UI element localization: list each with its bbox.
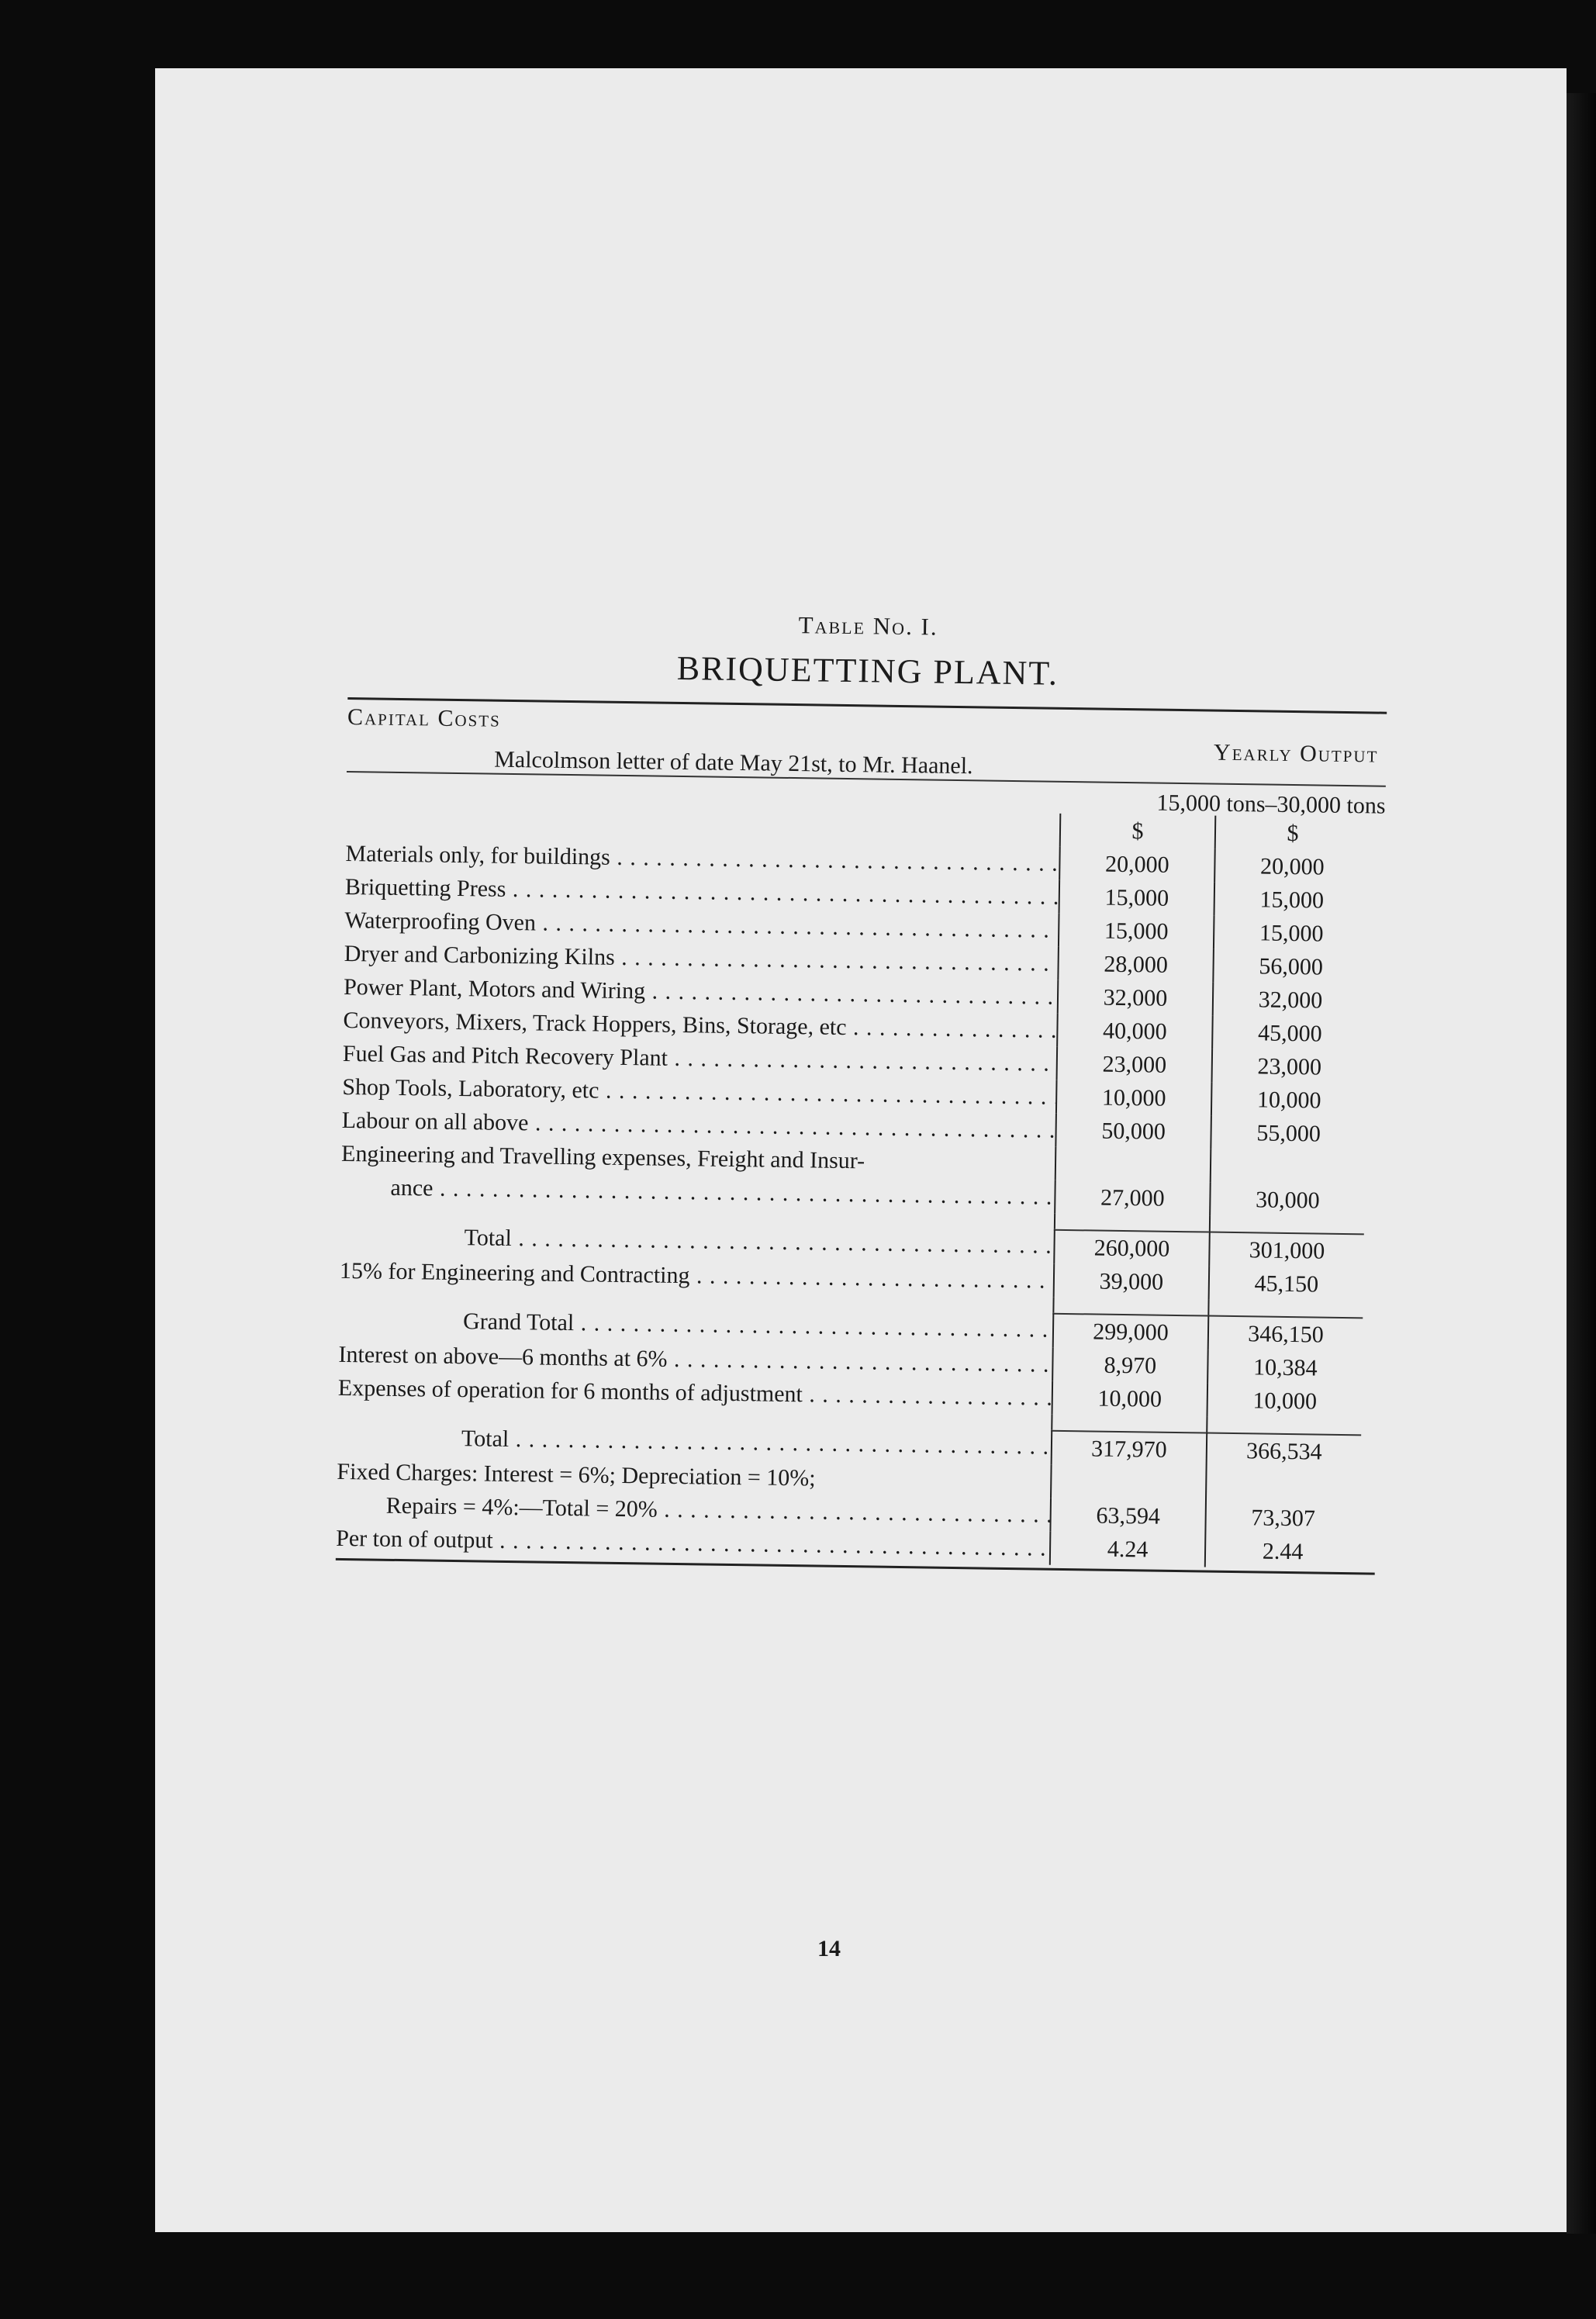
total-30000: 301,000 (1208, 1232, 1364, 1269)
spacer (1052, 1298, 1207, 1315)
row-label: Engineering and Travelling expenses, Freight and Insur- (340, 1140, 865, 1174)
value-30000 (1210, 1149, 1366, 1185)
value-15000 (1055, 1147, 1211, 1183)
grand-total-15000: 299,000 (1052, 1313, 1208, 1350)
row-label: Materials only, for buildings . . . (345, 837, 1059, 880)
currency-a: $ (1059, 814, 1215, 849)
spacer (1209, 1216, 1364, 1234)
fixed-charges-label-continued: Repairs = 4%:—Total = 20% . . . (336, 1488, 1050, 1532)
engineering-30000: 45,150 (1208, 1267, 1364, 1302)
value-30000: 56,000 (1212, 949, 1368, 985)
row-label: Dryer and Carbonizing Kilns . . . (344, 937, 1058, 980)
spacer (1207, 1300, 1363, 1318)
interest-label: Interest on above—6 months at 6% . . . (338, 1338, 1052, 1381)
value-15000: 23,000 (1056, 1047, 1212, 1083)
table-header (347, 700, 1387, 786)
fixed-charges-label: Fixed Charges: Interest = 6%; Depreciation = 10%; (337, 1458, 816, 1491)
spacer (1205, 1467, 1361, 1503)
row-label-continued: ance . . . (340, 1170, 1055, 1214)
value-30000: 10,000 (1211, 1083, 1366, 1118)
value-15000: 15,000 (1058, 914, 1214, 949)
grand-total-label: Grand Total . . . (339, 1303, 1053, 1348)
total-15000: 260,000 (1053, 1229, 1209, 1267)
fixed-charges-15000: 63,594 (1049, 1498, 1205, 1534)
spacer (1050, 1465, 1206, 1501)
interest-15000: 8,970 (1052, 1348, 1207, 1384)
row-label: Waterproofing Oven . . . (344, 904, 1059, 947)
row-label: Briquetting Press . . . (345, 870, 1059, 914)
value-15000: 10,000 (1055, 1080, 1211, 1116)
spacer (1051, 1415, 1206, 1433)
value-30000: 23,000 (1211, 1049, 1367, 1085)
row-label: Power Plant, Motors and Wiring . . . (344, 970, 1058, 1014)
total2-label: Total . . . (337, 1420, 1052, 1465)
value-15000: 27,000 (1054, 1180, 1210, 1216)
per-ton-15000: 4.24 (1049, 1532, 1205, 1567)
value-30000: 15,000 (1213, 916, 1369, 952)
table-title: BRIQUETTING PLANT. (676, 648, 1059, 693)
total2-30000: 366,534 (1206, 1433, 1362, 1470)
value-30000: 20,000 (1214, 849, 1370, 885)
per-ton-label: Per ton of output . . . (336, 1522, 1050, 1565)
table-number: Table No. I. (798, 611, 938, 641)
row-label: Fuel Gas and Pitch Recovery Plant . . . (343, 1037, 1057, 1080)
value-30000: 55,000 (1210, 1116, 1366, 1152)
engineering-label: 15% for Engineering and Contracting . . . (340, 1254, 1054, 1298)
spacer (1206, 1417, 1361, 1435)
row-label: Labour on all above . . . (341, 1104, 1055, 1147)
interest-30000: 10,384 (1207, 1350, 1363, 1386)
value-30000: 30,000 (1209, 1183, 1365, 1218)
spacer (1054, 1214, 1209, 1232)
expenses-15000: 10,000 (1052, 1381, 1207, 1417)
value-15000: 32,000 (1057, 980, 1213, 1016)
row-label: Conveyors, Mixers, Track Hoppers, Bins, Storage, etc . . . (343, 1004, 1057, 1047)
value-30000: 32,000 (1212, 983, 1368, 1018)
value-15000: 20,000 (1059, 847, 1214, 883)
cost-grid (336, 804, 1385, 1570)
currency-b: $ (1214, 816, 1370, 852)
expenses-30000: 10,000 (1206, 1384, 1362, 1419)
output-levels: 15,000 tons–30,000 tons (1156, 790, 1386, 819)
table-block (336, 605, 1388, 1575)
capital-costs-heading: Capital Costs (347, 703, 502, 732)
value-30000: 45,000 (1211, 1016, 1367, 1052)
value-15000: 40,000 (1056, 1014, 1212, 1049)
source-letter-note: Malcolmson letter of date May 21st, to Mr. Haanel. (494, 746, 973, 779)
engineering-15000: 39,000 (1053, 1264, 1209, 1300)
page-edge-shadow (1567, 93, 1596, 2234)
yearly-output-heading: Yearly Output (1213, 739, 1379, 768)
row-label: Shop Tools, Laboratory, etc . . . (342, 1070, 1056, 1114)
total2-15000: 317,970 (1051, 1430, 1207, 1467)
grand-total-30000: 346,150 (1207, 1315, 1363, 1353)
value-15000: 15,000 (1059, 880, 1214, 916)
value-30000: 15,000 (1214, 883, 1370, 918)
fixed-charges-30000: 73,307 (1204, 1501, 1360, 1536)
value-15000: 28,000 (1057, 947, 1213, 983)
value-15000: 50,000 (1055, 1114, 1211, 1149)
per-ton-30000: 2.44 (1204, 1534, 1360, 1570)
expenses-label: Expenses of operation for 6 months of adjustment . . . (338, 1371, 1052, 1415)
page-number: 14 (817, 1936, 841, 1961)
total-label: Total . . . (340, 1219, 1054, 1264)
